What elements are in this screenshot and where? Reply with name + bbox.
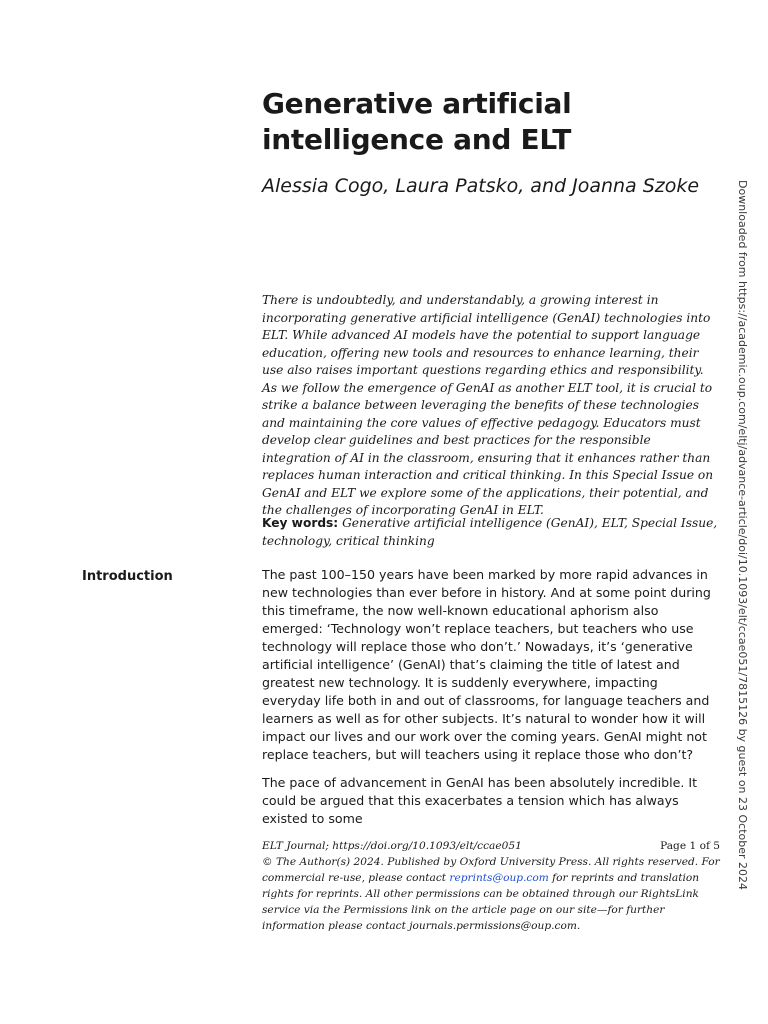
page-footer xyxy=(262,838,720,934)
page-number: Page 1 of 5 xyxy=(660,840,720,852)
article-title: Generative artificial intelligence and ELT xyxy=(262,87,572,156)
keywords-text: Generative artificial intelligence (GenAI), ELT, Special Issue, technology, critical thinking xyxy=(262,516,718,548)
section-heading-introduction: Introduction xyxy=(82,569,173,584)
copyright-text: © The Author(s) 2024. Published by Oxford University Press. All rights reserved. For commercial re-use, please contact xyxy=(262,856,720,884)
footer-row xyxy=(262,838,720,854)
download-stamp: Downloaded from https://academic.oup.com/eltj/advance-article/doi/10.1093/elt/ccae051/7815126 by guest on 23 October 2024 xyxy=(736,180,749,891)
article-authors: Alessia Cogo, Laura Patsko, and Joanna Szoke xyxy=(262,175,700,197)
journal-doi: ELT Journal; https://doi.org/10.1093/elt/ccae051 xyxy=(262,840,522,852)
copyright-notice xyxy=(262,854,720,934)
copyright-text-rest: for reprints and translation rights for reprints. All other permissions can be obtained through our RightsLink service via the Permissions link on the article page on our site—for further information please contact journals.permissions@oup.com. xyxy=(262,872,700,932)
keywords xyxy=(262,514,720,550)
introduction-body xyxy=(262,566,720,838)
abstract: There is undoubtedly, and understandably, a growing interest in incorporating generative artificial intelligence (GenAI) technologies into ELT. While advanced AI models have the potential to support language education, offering new tools and resources to enhance learning, their use also raises important questions regarding ethics and responsibility. As we follow the emergence of GenAI as another ELT tool, it is crucial to strike a balance between leveraging the benefits of these technologies and maintaining the core values of effective pedagogy. Educators must develop clear guidelines and best practices for the responsible integration of AI in the classroom, ensuring that it enhances rather than replaces human interaction and critical thinking. In this Special Issue on GenAI and ELT we explore some of the applications, their potential, and the challenges of incorporating GenAI in ELT. xyxy=(262,293,714,517)
reprints-email-link[interactable]: reprints@oup.com xyxy=(449,872,549,884)
paragraph: The past 100–150 years have been marked by more rapid advances in new technologies than ever before in history. And at some point during this timeframe, the now well-known educational aphorism also emerged: ‘Technology won’t replace teachers, but teachers who use technology will replace those who don’t.’ Nowadays, it’s ‘generative artificial intelligence’ (GenAI) that’s claiming the title of latest and greatest new technology. It is suddenly everywhere, impacting everyday life both in and out of classrooms, for language teachers and learners as well as for other subjects. It’s natural to wonder how it will impact our lives and our work over the coming years. GenAI might not replace teachers, but will teachers using it replace those who don’t? xyxy=(262,567,711,762)
keywords-label: Key words: xyxy=(262,516,339,530)
paragraph: The pace of advancement in GenAI has been absolutely incredible. It could be argued that this exacerbates a tension which has always existed to some xyxy=(262,775,698,826)
